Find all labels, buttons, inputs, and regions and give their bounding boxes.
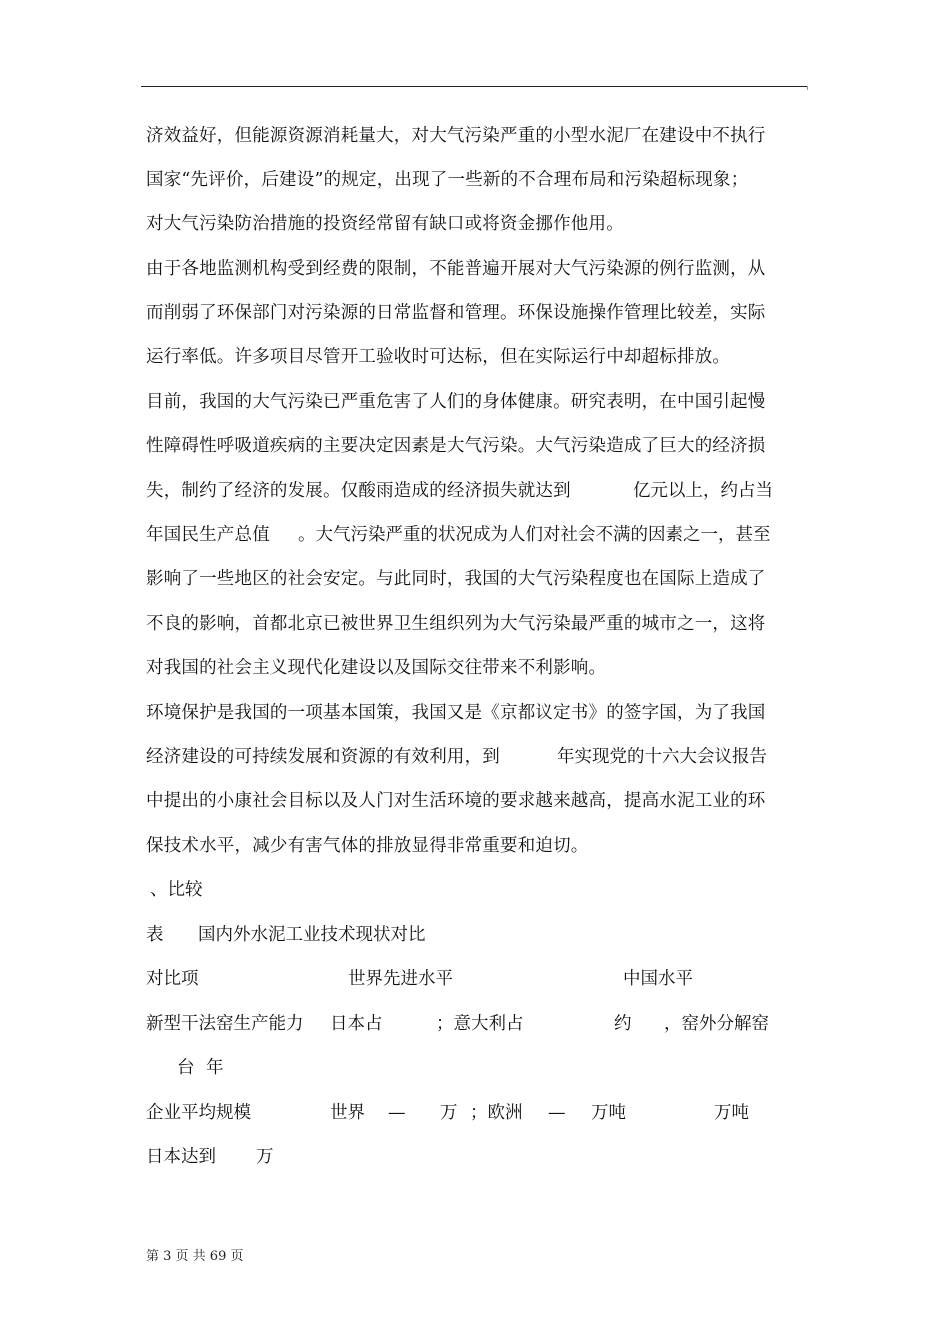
table-row-1-item: 新型干法窑生产能力 [146, 1014, 304, 1034]
table-row-1-china-a: 约 [614, 1014, 632, 1034]
table-row-2-world-c: ；欧洲 [470, 1103, 523, 1123]
paragraph-3-line-2: 性障碍性呼吸道疾病的主要决定因素是大气污染。大气污染造成了巨大的经济损 [146, 436, 766, 456]
header-rule-tick [807, 86, 808, 90]
paragraph-3-line-7: 对我国的社会主义现代化建设以及国际交往带来不利影响。 [146, 658, 607, 678]
table-row-1-china-b: ，窑外分解窑 [664, 1014, 769, 1034]
table-row-2-item: 企业平均规模 [146, 1103, 251, 1123]
paragraph-4-line-4: 保技术水平，减少有害气体的排放显得非常重要和迫切。 [146, 836, 589, 856]
paragraph-1-line-2: 国家“先评价，后建设”的规定，出现了一些新的不合理布局和污染超标现象； [146, 170, 749, 190]
table-row-2-world-b: 万 [440, 1103, 458, 1123]
paragraph-3-line-5: 影响了一些地区的社会安定。与此同时，我国的大气污染程度也在国际上造成了 [146, 569, 766, 589]
paragraph-3-line-4b: 。大气污染严重的状况成为人们对社会不满的因素之一，甚至 [298, 525, 771, 545]
table-header-item: 对比项 [146, 969, 199, 989]
paragraph-3-line-1: 目前，我国的大气污染已严重危害了人们的身体健康。研究表明，在中国引起慢 [146, 392, 766, 412]
paragraph-4-line-1: 环境保护是我国的一项基本国策，我国又是《京都议定书》的签字国，为了我国 [146, 703, 766, 723]
table-row-1-world-a: 日本占 [330, 1014, 383, 1034]
table-row-2-china: 万吨 [714, 1103, 749, 1123]
table-row-2-dash-1: — [388, 1103, 406, 1123]
section-heading: 、比较 [150, 880, 203, 900]
table-caption: 国内外水泥工业技术现状对比 [198, 925, 426, 945]
paragraph-3-line-3b: 亿元以上，约占当 [633, 481, 773, 501]
header-rule [141, 86, 808, 87]
paragraph-3-line-3a: 失，制约了经济的发展。仅酸雨造成的经济损失就达到 [146, 481, 571, 501]
table-header-world: 世界先进水平 [348, 969, 453, 989]
paragraph-3-line-6: 不良的影响，首都北京已被世界卫生组织列为大气污染最严重的城市之一，这将 [146, 614, 766, 634]
table-row-1-cont-a: 台 [177, 1058, 195, 1078]
paragraph-2-line-1: 由于各地监测机构受到经费的限制，不能普遍开展对大气污染源的例行监测，从 [146, 259, 766, 279]
paragraph-4-line-3: 中提出的小康社会目标以及人门对生活环境的要求越来越高，提高水泥工业的环 [146, 791, 766, 811]
table-row-2-dash-2: — [548, 1103, 566, 1123]
paragraph-2-line-3: 运行率低。许多项目尽管开工验收时可达标，但在实际运行中却超标排放。 [146, 347, 731, 367]
table-row-2-cont-b: 万 [256, 1147, 274, 1167]
paragraph-3-line-4a: 年国民生产总值 [146, 525, 270, 545]
page-footer: 第 3 页 共 69 页 [146, 1249, 244, 1264]
paragraph-4-line-2b: 年实现党的十六大会议报告 [557, 747, 767, 767]
paragraph-2-line-2: 而削弱了环保部门对污染源的日常监督和管理。环保设施操作管理比较差，实际 [146, 303, 766, 323]
table-header-china: 中国水平 [623, 969, 693, 989]
table-row-1-cont-b: 年 [206, 1058, 224, 1078]
paragraph-1-line-3: 对大气污染防治措施的投资经常留有缺口或将资金挪作他用。 [146, 214, 624, 234]
table-row-2-world-d: 万吨 [591, 1103, 626, 1123]
table-row-1-world-b: ；意大利占 [436, 1014, 524, 1034]
paragraph-1-line-1: 济效益好，但能源资源消耗量大，对大气污染严重的小型水泥厂在建设中不执行 [146, 126, 766, 146]
paragraph-4-line-2a: 经济建设的可持续发展和资源的有效利用，到 [146, 747, 500, 767]
table-caption-prefix: 表 [146, 925, 164, 945]
table-row-2-world-a: 世界 [330, 1103, 365, 1123]
table-row-2-cont-a: 日本达到 [146, 1147, 216, 1167]
